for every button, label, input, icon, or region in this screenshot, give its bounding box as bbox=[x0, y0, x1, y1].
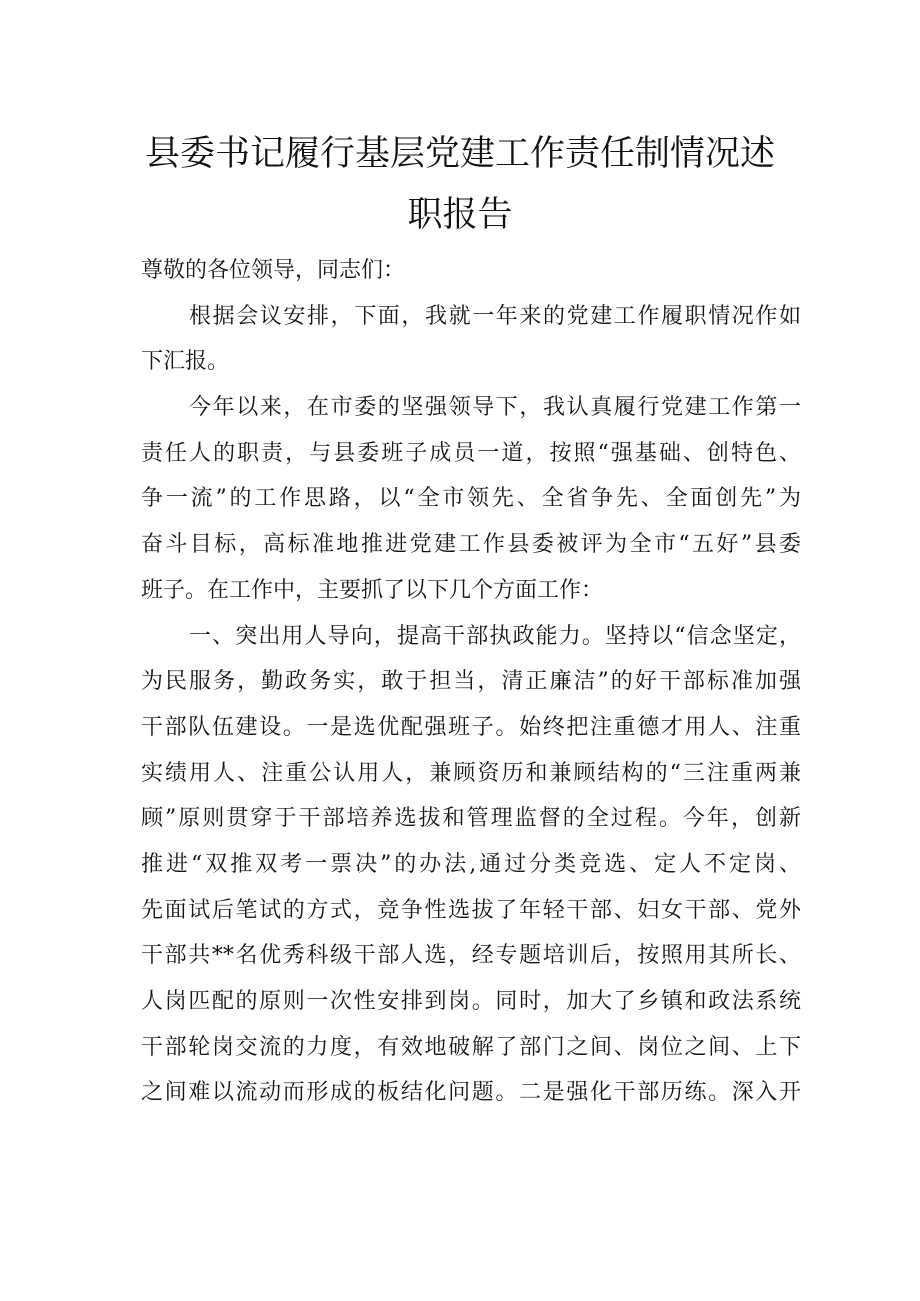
document-body bbox=[141, 248, 801, 1116]
paragraph-2-line-4: 奋斗目标，高标准地推进党建工作县委被评为全市“五好”县委 bbox=[141, 532, 801, 558]
title-line-2: 职报告 bbox=[407, 195, 513, 235]
paragraph-3-line-2: 为民服务，勤政务实，敢于担当，清正廉洁”的好干部标准加强 bbox=[141, 669, 801, 695]
title-line-1: 县委书记履行基层党建工作责任制情况述 bbox=[144, 134, 775, 174]
document-title bbox=[0, 124, 920, 246]
paragraph-3-line-6: 推进“双推双考一票决”的办法,通过分类竞选、定人不定岗、 bbox=[141, 851, 801, 877]
paragraph-3-line-8: 干部共**名优秀科级干部人选，经专题培训后，按照用其所长、 bbox=[141, 943, 801, 969]
paragraph-3-line-3: 干部队伍建设。一是选优配强班子。始终把注重德才用人、注重 bbox=[141, 714, 801, 740]
paragraph-2-line-3: 争一流”的工作思路，以“全市领先、全省争先、全面创先”为 bbox=[141, 486, 801, 512]
paragraph-2-line-5: 班子。在工作中，主要抓了以下几个方面工作： bbox=[141, 577, 604, 603]
salutation: 尊敬的各位领导，同志们： bbox=[141, 258, 406, 283]
paragraph-2-line-2: 责任人的职责，与县委班子成员一道，按照“强基础、创特色、 bbox=[141, 440, 801, 466]
paragraph-1-line-1: 根据会议安排，下面，我就一年来的党建工作履职情况作如 bbox=[189, 303, 801, 329]
paragraph-1-line-2: 下汇报。 bbox=[141, 349, 230, 375]
paragraph-3-line-11: 之间难以流动而形成的板结化问题。二是强化干部历练。深入开 bbox=[141, 1080, 801, 1106]
paragraph-3-line-1: 一、突出用人导向，提高干部执政能力。坚持以“信念坚定， bbox=[189, 623, 801, 649]
paragraph-3-line-5: 顾”原则贯穿于干部培养选拔和管理监督的全过程。今年，创新 bbox=[141, 806, 801, 832]
paragraph-2-line-1: 今年以来，在市委的坚强领导下，我认真履行党建工作第一 bbox=[189, 395, 801, 421]
paragraph-3-line-10: 干部轮岗交流的力度，有效地破解了部门之间、岗位之间、上下 bbox=[141, 1034, 801, 1060]
paragraph-3-line-4: 实绩用人、注重公认用人，兼顾资历和兼顾结构的“三注重两兼 bbox=[141, 760, 801, 786]
paragraph-3-line-9: 人岗匹配的原则一次性安排到岗。同时，加大了乡镇和政法系统 bbox=[141, 989, 801, 1014]
paragraph-3-line-7: 先面试后笔试的方式，竞争性选拔了年轻干部、妇女干部、党外 bbox=[141, 897, 801, 923]
